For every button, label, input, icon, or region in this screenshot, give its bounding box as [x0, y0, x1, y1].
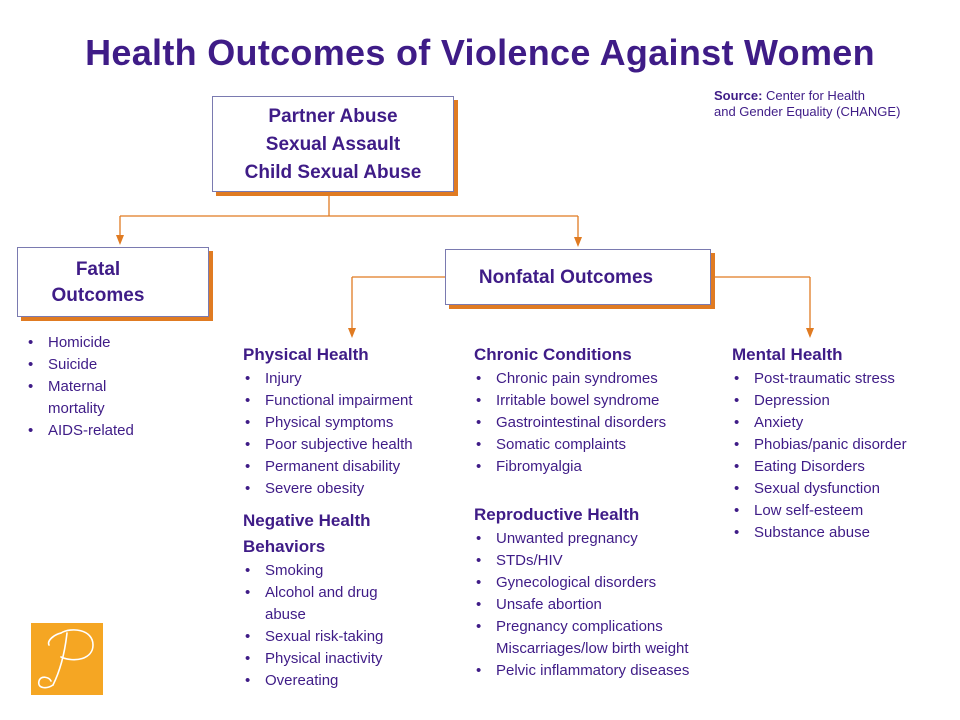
list-item: • Physical inactivity [243, 648, 463, 670]
fatal-line-1: Fatal [75, 259, 121, 280]
list-item: • Unwanted pregnancy [474, 528, 764, 550]
list-item: • Suicide [26, 354, 196, 376]
list-item: • Smoking [243, 560, 463, 582]
negative-behaviors-heading-1: Negative Health [243, 511, 371, 530]
list-item: • Gynecological disorders [474, 572, 764, 594]
list-item: • Sexual dysfunction [732, 478, 960, 500]
list-item: • Permanent disability [243, 456, 463, 478]
list-item: • Phobias/panic disorder [732, 434, 960, 456]
list-item: • Alcohol and drug abuse [243, 582, 415, 626]
physical-health-section [243, 342, 463, 500]
list-item: • Anxiety [732, 412, 960, 434]
list-item: • Sexual risk-taking [243, 626, 463, 648]
mental-health-section [732, 342, 960, 544]
list-item: • Substance abuse [732, 522, 960, 544]
negative-behaviors-heading-2: Behaviors [243, 537, 326, 556]
list-item: • Pelvic inflammatory diseases [474, 660, 764, 682]
list-item: • Irritable bowel syndrome [474, 390, 724, 412]
fatal-outcomes-box [17, 247, 209, 317]
list-item: • Chronic pain syndromes [474, 368, 724, 390]
list-item: • Physical symptoms [243, 412, 463, 434]
root-line-3: Child Sexual Abuse [244, 162, 422, 183]
list-item: • STDs/HIV [474, 550, 764, 572]
page-title: Health Outcomes of Violence Against Women [85, 32, 875, 73]
source-label: Source: [714, 88, 763, 103]
list-item: • Maternal mortality [26, 376, 158, 420]
list-item: • Post-traumatic stress [732, 368, 960, 390]
reproductive-health-section [474, 502, 764, 682]
root-line-2: Sexual Assault [265, 134, 401, 155]
root-box [212, 96, 454, 192]
list-item: • Functional impairment [243, 390, 463, 412]
list-item: • Injury [243, 368, 463, 390]
list-item: • Gastrointestinal disorders [474, 412, 724, 434]
chronic-conditions-section [474, 342, 724, 478]
list-item: • Overeating [243, 670, 463, 692]
list-item: • Low self-esteem [732, 500, 960, 522]
fatal-outcomes-list [26, 332, 196, 442]
list-item: • Pregnancy complications Miscarriages/low birth weight [474, 616, 746, 660]
list-item: • Homicide [26, 332, 196, 354]
nonfatal-outcomes-box: Nonfatal Outcomes [445, 249, 711, 305]
chronic-conditions-heading: Chronic Conditions [474, 345, 632, 364]
source-text-line1: Center for Health [762, 88, 866, 103]
mental-health-heading: Mental Health [732, 345, 843, 364]
list-item: • Poor subjective health [243, 434, 463, 456]
reproductive-health-heading: Reproductive Health [474, 505, 640, 524]
list-item: • Severe obesity [243, 478, 463, 500]
source-text-line2: and Gender Equality (CHANGE) [714, 104, 901, 119]
list-item: • Somatic complaints [474, 434, 724, 456]
p-monogram-icon [31, 623, 103, 695]
list-item: • Unsafe abortion [474, 594, 764, 616]
physical-health-heading: Physical Health [243, 345, 369, 364]
fatal-line-2: Outcomes [51, 285, 145, 306]
list-item: • AIDS-related [26, 420, 196, 442]
negative-behaviors-section [243, 508, 463, 692]
list-item: • Fibromyalgia [474, 456, 724, 478]
list-item: • Depression [732, 390, 960, 412]
list-item: • Eating Disorders [732, 456, 960, 478]
root-line-1: Partner Abuse [268, 106, 398, 127]
